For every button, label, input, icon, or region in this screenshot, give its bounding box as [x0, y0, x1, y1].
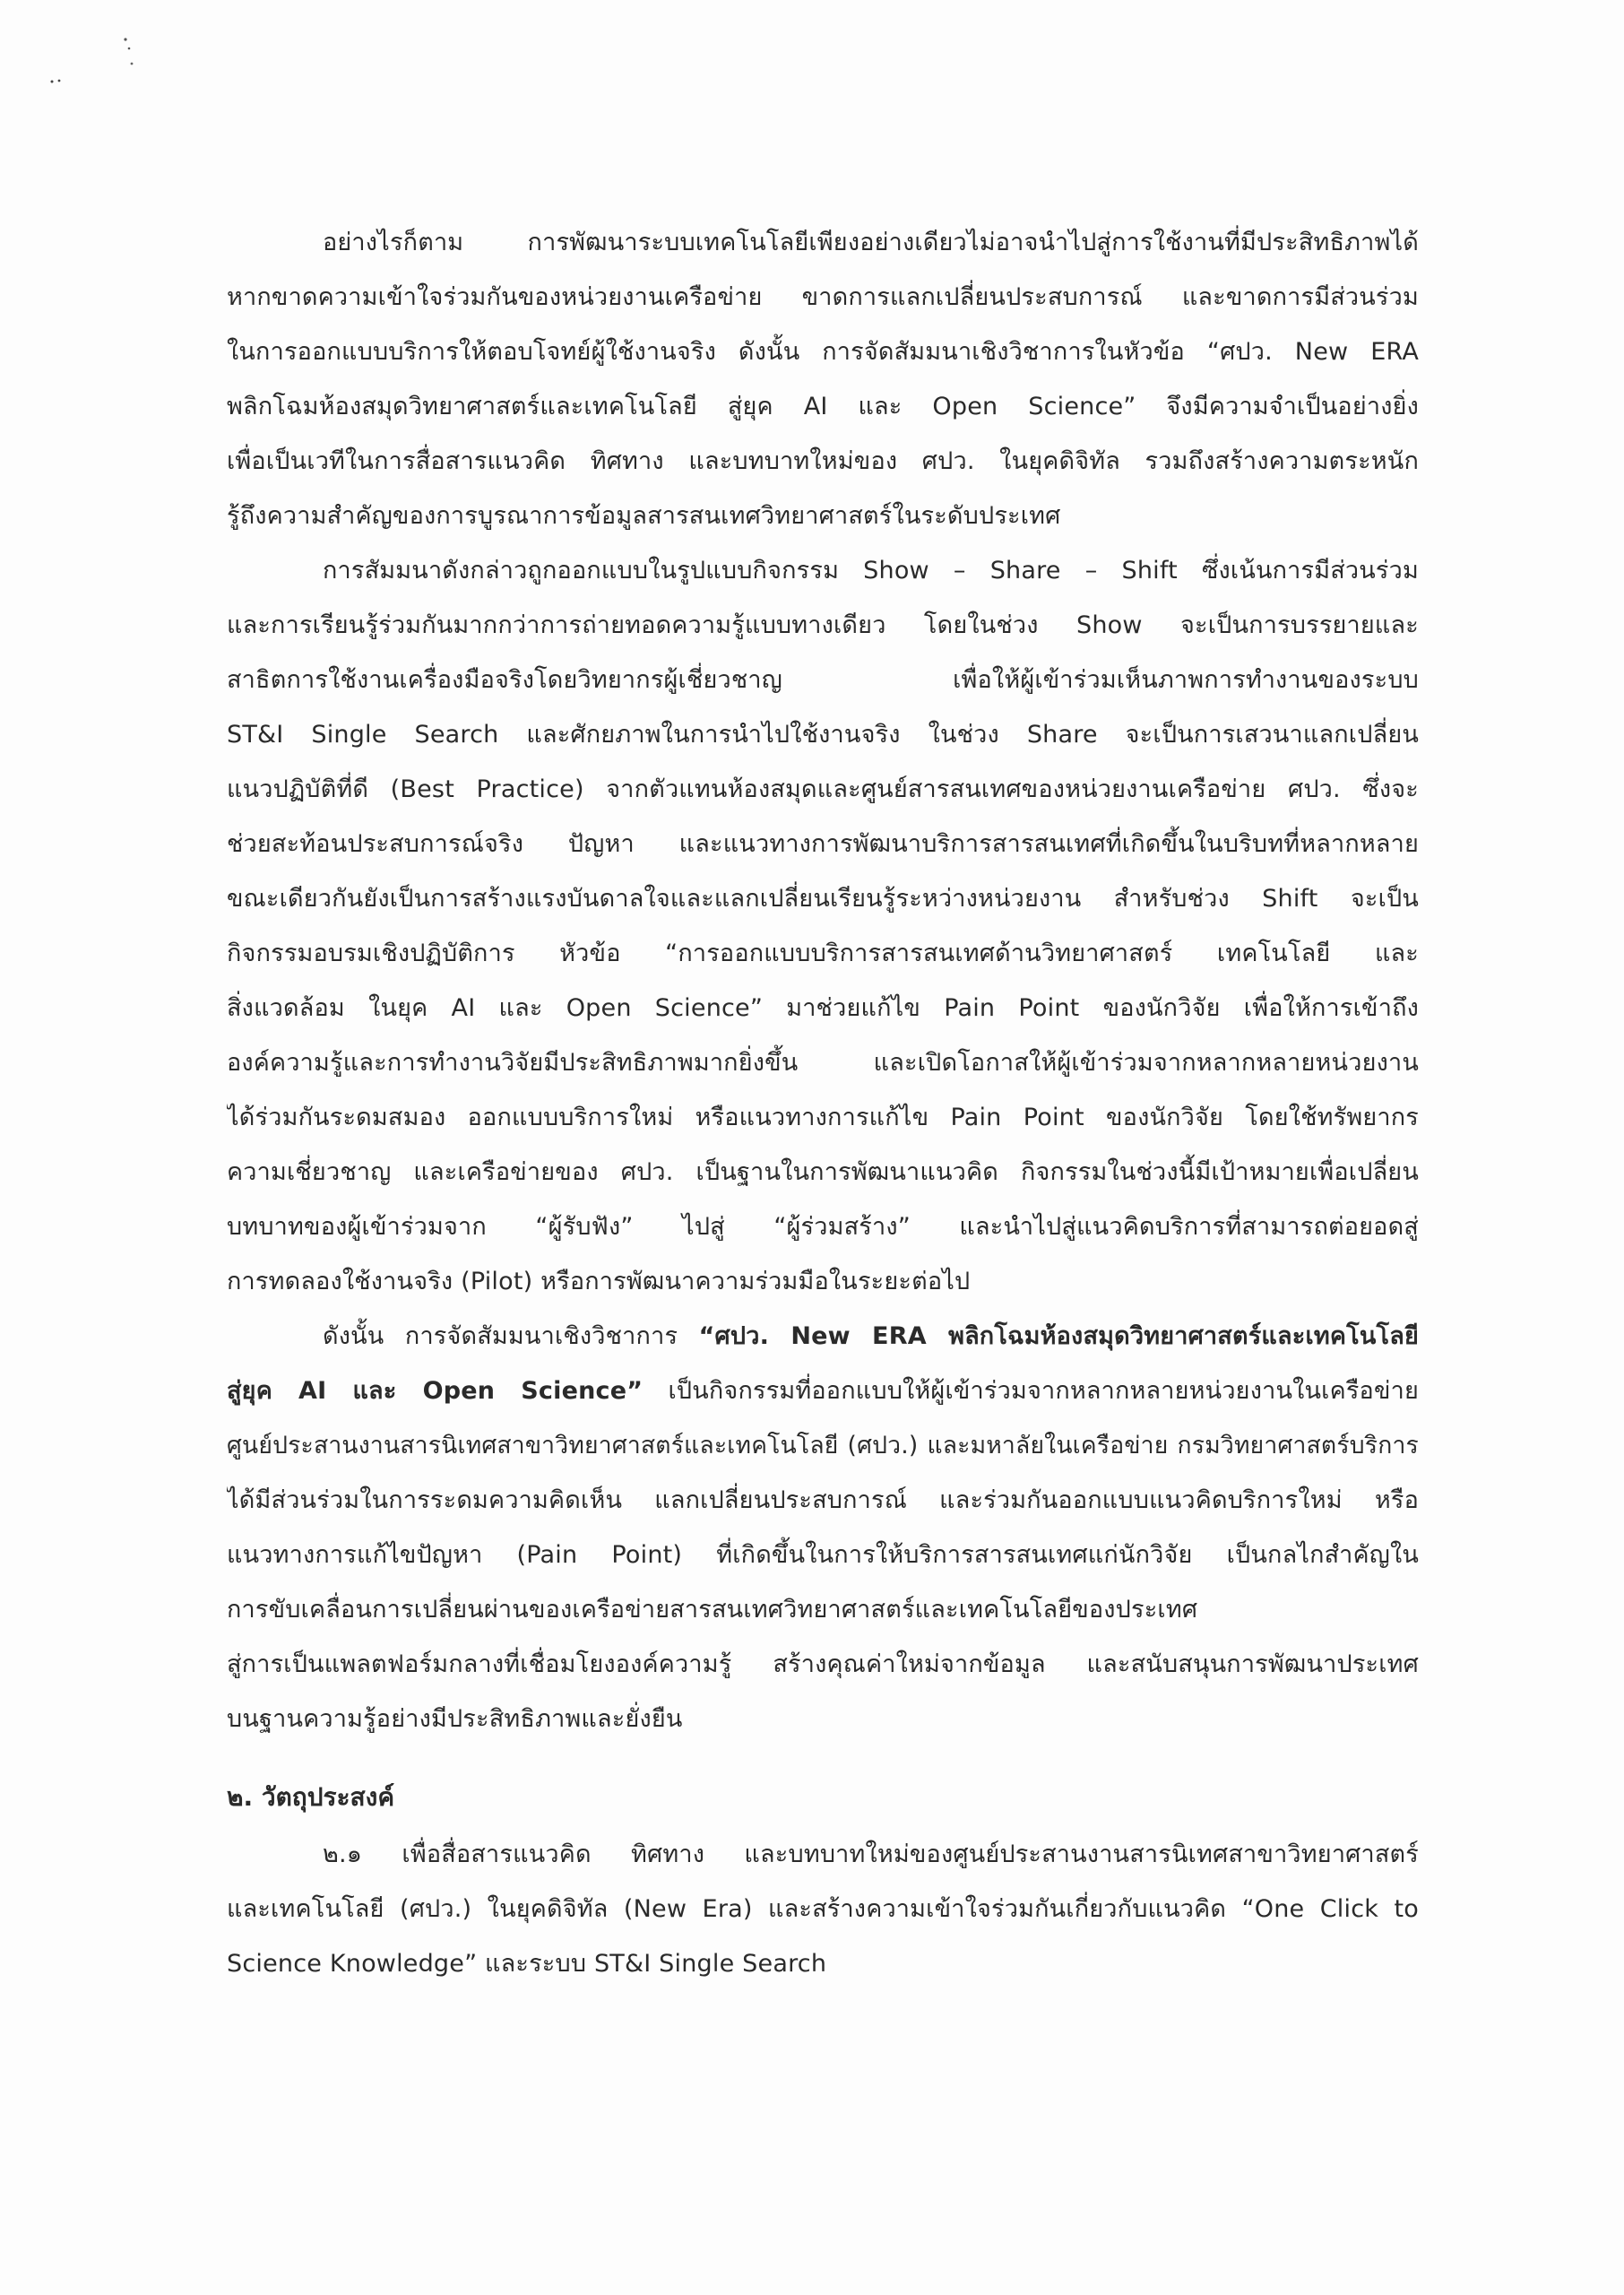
text-line: บนฐานความรู้อย่างมีประสิทธิภาพและยั่งยืน [227, 1705, 683, 1733]
text-line: แนวปฏิบัติที่ดี (Best Practice) จากตัวแทนห้องสมุดและศูนย์สารสนเทศของหน่วยงานเครือข่าย ศปว. ซึ่งจะ [227, 775, 1419, 803]
paragraph-2 [227, 543, 1419, 1309]
objective-1 [227, 1827, 1419, 1991]
seminar-title-bold: “ศปว. New ERA พลิกโฉมห้องสมุดวิทยาศาสตร์และเทคโนโลยี [698, 1322, 1419, 1350]
text-line: รู้ถึงความสำคัญของการบูรณาการข้อมูลสารสนเทศวิทยาศาสตร์ในระดับประเทศ [227, 502, 1061, 530]
text-line: และเทคโนโลยี (ศปว.) ในยุคดิจิทัล (New Era) และสร้างความเข้าใจร่วมกันเกี่ยวกับแนวคิด “One Click to [227, 1895, 1419, 1923]
text-line: ได้มีส่วนร่วมในการระดมความคิดเห็น แลกเปลี่ยนประสบการณ์ และร่วมกันออกแบบแนวคิดบริการใหม่ หรือ [227, 1486, 1419, 1514]
text-line: การทดลองใช้งานจริง (Pilot) หรือการพัฒนาความร่วมมือในระยะต่อไป [227, 1268, 971, 1295]
text-line: ขณะเดียวกันยังเป็นการสร้างแรงบันดาลใจและแลกเปลี่ยนเรียนรู้ระหว่างหน่วยงาน สำหรับช่วง Shift จะเป็น [227, 885, 1419, 913]
text-line: พลิกโฉมห้องสมุดวิทยาศาสตร์และเทคโนโลยี สู่ยุค AI และ Open Science” จึงมีความจำเป็นอย่างยิ่ง [227, 393, 1419, 420]
text-line: ได้ร่วมกันระดมสมอง ออกแบบบริการใหม่ หรือแนวทางการแก้ไข Pain Point ของนักวิจัย โดยใช้ทรัพยากร [227, 1104, 1419, 1131]
text-run: เป็นกิจกรรมที่ออกแบบให้ผู้เข้าร่วมจากหลากหลายหน่วยงานในเครือข่าย [643, 1377, 1419, 1405]
text-line: ST&I Single Search และศักยภาพในการนำไปใช้งานจริง ในช่วง Share จะเป็นการเสวนาแลกเปลี่ยน [227, 721, 1419, 749]
text-line [227, 1364, 1419, 1418]
text-line: สิ่งแวดล้อม ในยุค AI และ Open Science” มาช่วยแก้ไข Pain Point ของนักวิจัย เพื่อให้การเข้าถึง [227, 994, 1419, 1022]
document-body [227, 215, 1419, 1991]
text-line: กิจกรรมอบรมเชิงปฏิบัติการ หัวข้อ “การออกแบบบริการสารสนเทศด้านวิทยาศาสตร์ เทคโนโลยี และ [227, 940, 1419, 967]
text-run: ดังนั้น การจัดสัมมนาเชิงวิชาการ [323, 1322, 699, 1350]
scan-specks-decoration [43, 34, 151, 97]
text-line: Science Knowledge” และระบบ ST&I Single Search [227, 1950, 827, 1978]
paragraph-3 [227, 1309, 1419, 1746]
text-line: สาธิตการใช้งานเครื่องมือจริงโดยวิทยากรผู้เชี่ยวชาญ เพื่อให้ผู้เข้าร่วมเห็นภาพการทำงานของระบบ [227, 666, 1419, 694]
text-line: การสัมมนาดังกล่าวถูกออกแบบในรูปแบบกิจกรรม Show – Share – Shift ซึ่งเน้นการมีส่วนร่วม [323, 557, 1419, 585]
text-line: ในการออกแบบบริการให้ตอบโจทย์ผู้ใช้งานจริง ดังนั้น การจัดสัมมนาเชิงวิชาการในหัวข้อ “ศปว. New ERA [227, 338, 1419, 366]
paragraph-1 [227, 215, 1419, 543]
text-line: และการเรียนรู้ร่วมกันมากกว่าการถ่ายทอดความรู้แบบทางเดียว โดยในช่วง Show จะเป็นการบรรยายและ [227, 611, 1419, 639]
text-line: ช่วยสะท้อนประสบการณ์จริง ปัญหา และแนวทางการพัฒนาบริการสารสนเทศที่เกิดขึ้นในบริบทที่หลากหลาย [227, 830, 1419, 858]
text-line: ๒.๑ เพื่อสื่อสารแนวคิด ทิศทาง และบทบาทใหม่ของศูนย์ประสานงานสารนิเทศสาขาวิทยาศาสตร์ [323, 1840, 1419, 1868]
text-line: แนวทางการแก้ไขปัญหา (Pain Point) ที่เกิดขึ้นในการให้บริการสารสนเทศแก่นักวิจัย เป็นกลไกสำคัญใน [227, 1541, 1419, 1569]
text-line: บทบาทของผู้เข้าร่วมจาก “ผู้รับฟัง” ไปสู่ “ผู้ร่วมสร้าง” และนำไปสู่แนวคิดบริการที่สามารถต่อยอดสู่ [227, 1213, 1419, 1241]
text-line: อย่างไรก็ตาม การพัฒนาระบบเทคโนโลยีเพียงอย่างเดียวไม่อาจนำไปสู่การใช้งานที่มีประสิทธิภาพได้ [323, 229, 1419, 256]
text-line: ศูนย์ประสานงานสารนิเทศสาขาวิทยาศาสตร์และเทคโนโลยี (ศปว.) และมหาลัยในเครือข่าย กรมวิทยาศาสตร์บริการ [227, 1432, 1419, 1459]
seminar-title-bold: สู่ยุค AI และ Open Science” [227, 1377, 644, 1405]
text-line: หากขาดความเข้าใจร่วมกันของหน่วยงานเครือข่าย ขาดการแลกเปลี่ยนประสบการณ์ และขาดการมีส่วนร่วม [227, 283, 1419, 311]
text-line [227, 1309, 1419, 1364]
text-line: เพื่อเป็นเวทีในการสื่อสารแนวคิด ทิศทาง และบทบาทใหม่ของ ศปว. ในยุคดิจิทัล รวมถึงสร้างความตระหนัก [227, 447, 1419, 475]
text-line: ความเชี่ยวชาญ และเครือข่ายของ ศปว. เป็นฐานในการพัฒนาแนวคิด กิจกรรมในช่วงนี้มีเป้าหมายเพื่อเปลี่ยน [227, 1158, 1419, 1186]
section-heading-objectives: ๒. วัตถุประสงค์ [227, 1782, 395, 1812]
text-line: สู่การเป็นแพลตฟอร์มกลางที่เชื่อมโยงองค์ความรู้ สร้างคุณค่าใหม่จากข้อมูล และสนับสนุนการพัฒนาประเทศ [227, 1650, 1419, 1678]
text-line: การขับเคลื่อนการเปลี่ยนผ่านของเครือข่ายสารสนเทศวิทยาศาสตร์และเทคโนโลยีของประเทศ [227, 1596, 1198, 1624]
text-line: องค์ความรู้และการทำงานวิจัยมีประสิทธิภาพมากยิ่งขึ้น และเปิดโอกาสให้ผู้เข้าร่วมจากหลากหลายหน่วยงาน [227, 1049, 1419, 1077]
